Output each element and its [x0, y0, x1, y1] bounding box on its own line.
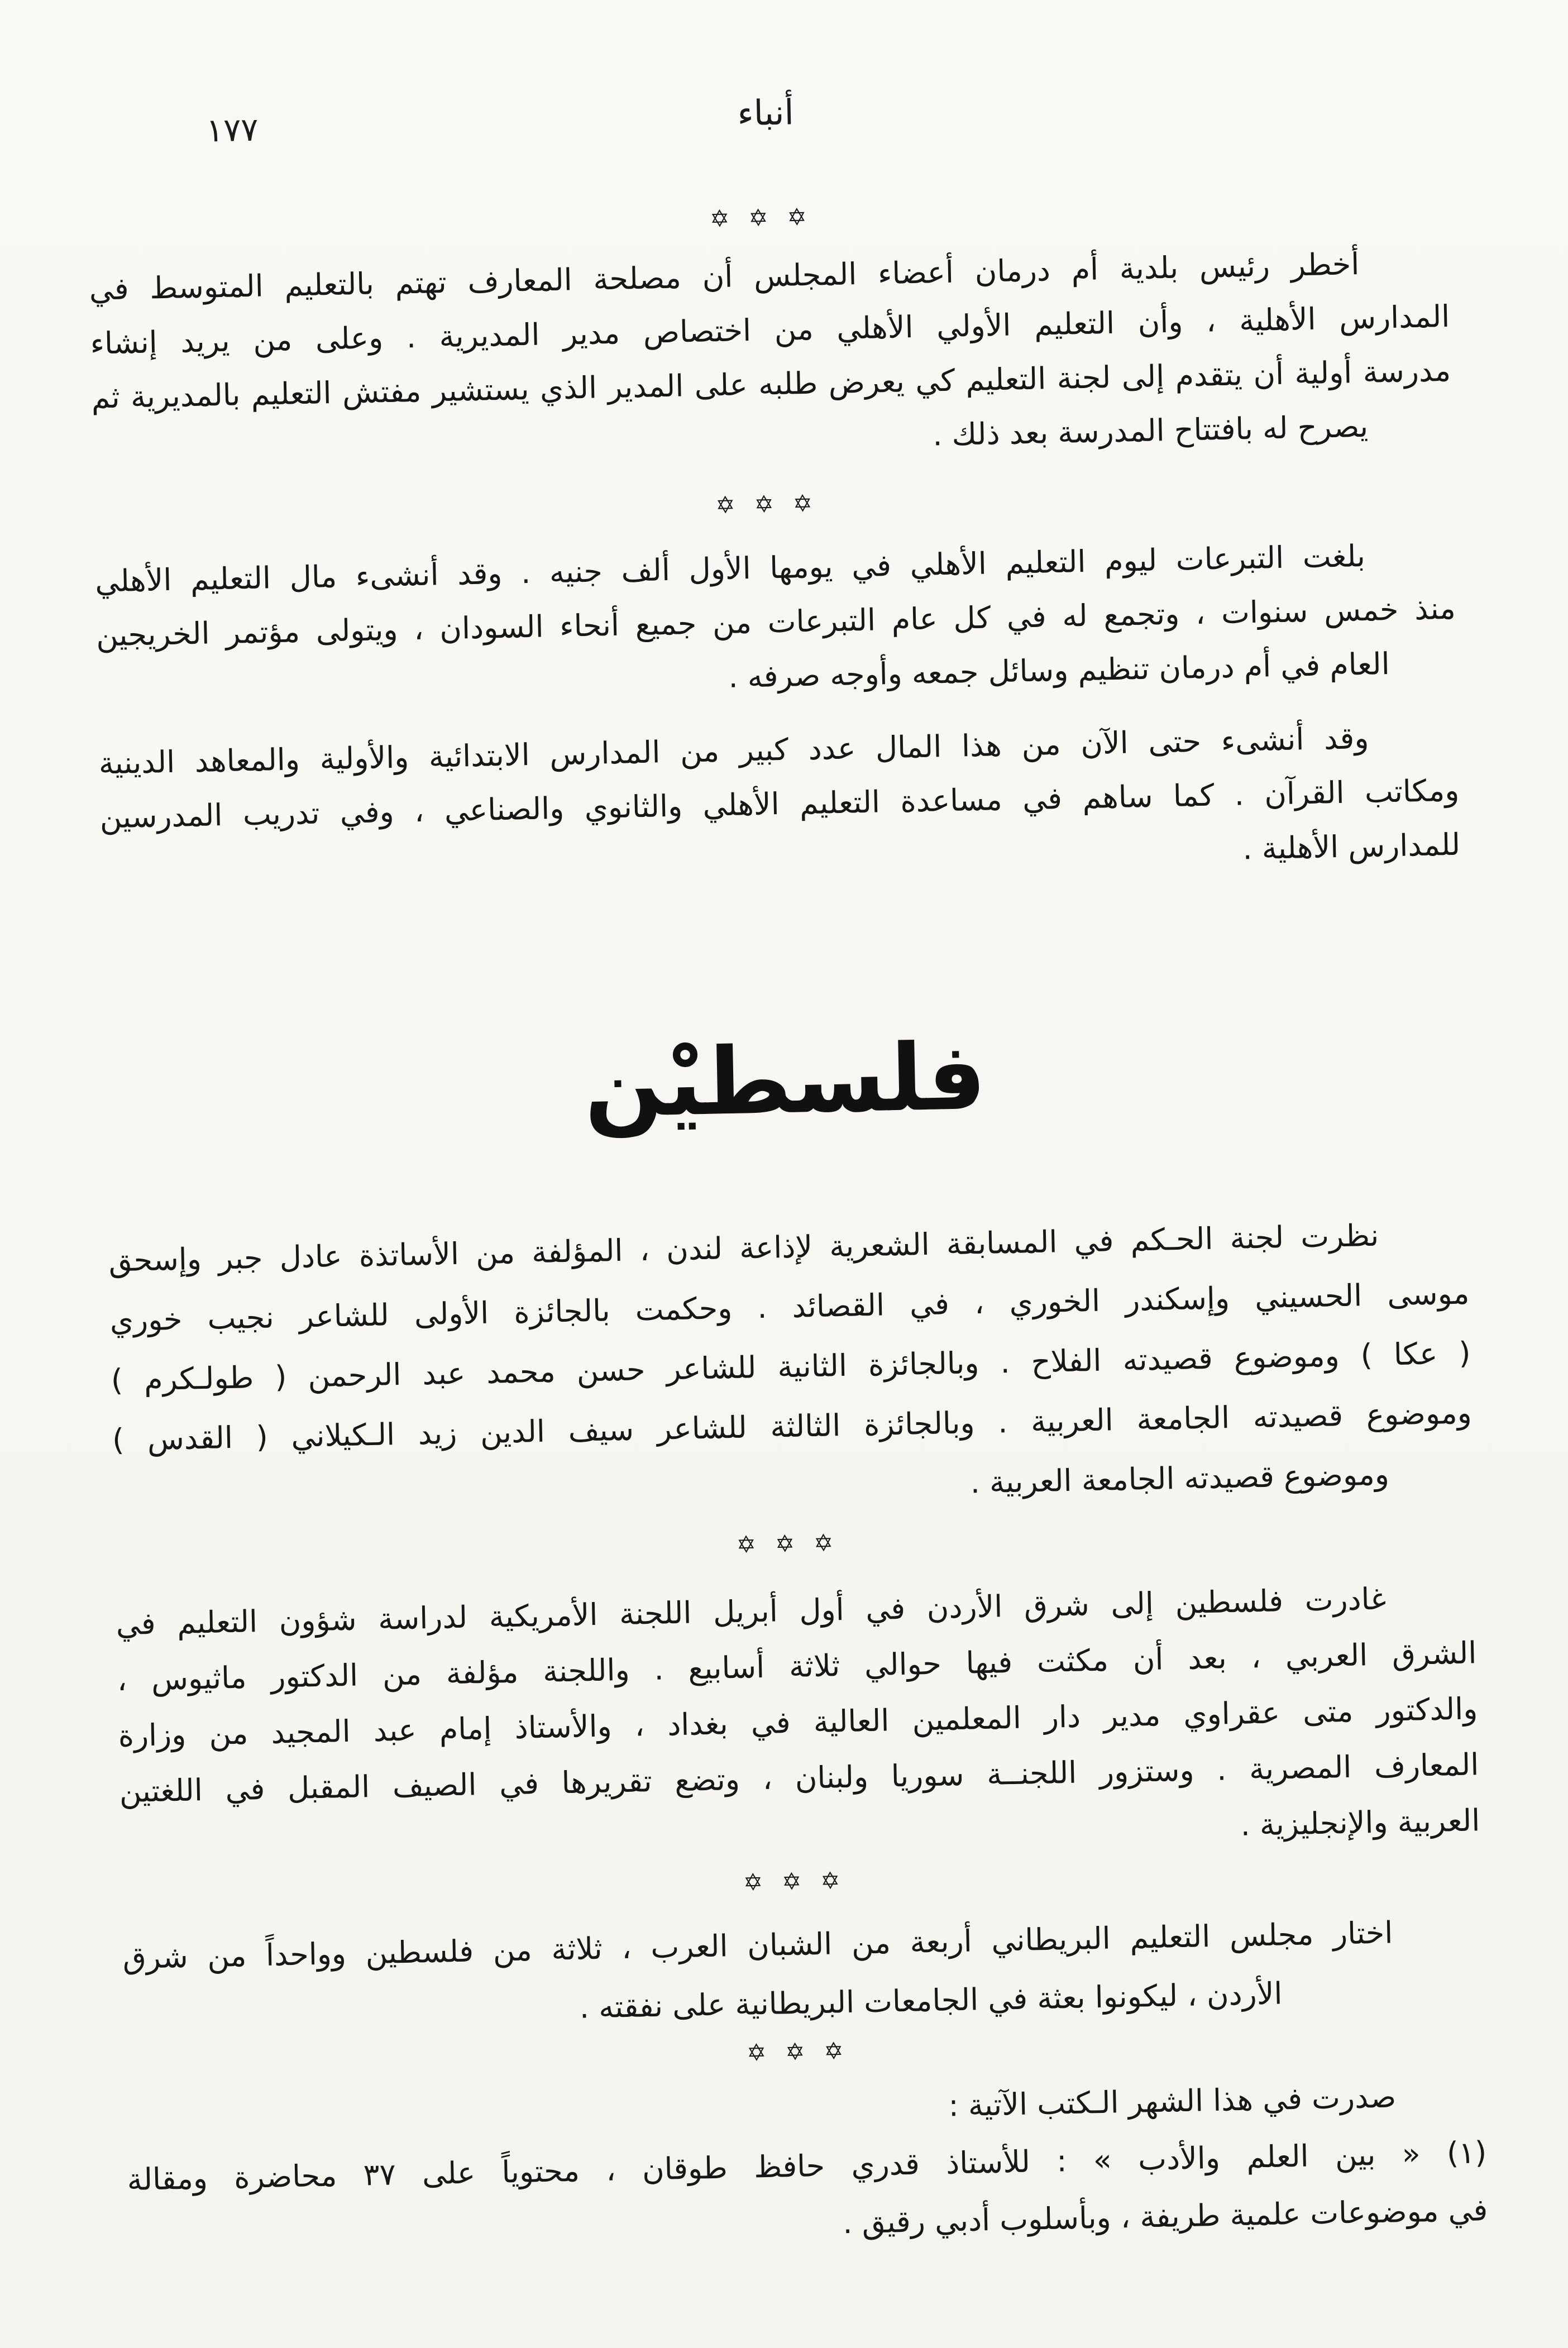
text-line: مدرسة أولية أن يتقدم إلى لجنة التعليم كي يعرض طلبه على المدير الذي يستشير مفتش التعليم بالمديرية ثم	[90, 352, 1451, 415]
star-divider-icon: ✡✡✡	[715, 489, 832, 519]
text-line: الشرق العربي ، بعد أن مكثت فيها حوالي ثلاثة أسابيع . واللجنة مؤلفة من الدكتور ماثيوس ،	[117, 1635, 1477, 1698]
paragraph-poetry-contest	[108, 1204, 1474, 1530]
text-line: للمدارس الأهلية .	[1242, 826, 1461, 867]
star-divider-icon: ✡✡✡	[743, 1866, 859, 1896]
paragraph-omdurman-schools	[89, 235, 1452, 479]
text-line: المعارف المصرية . وستزور اللجنــة سوريا ولبنان ، وتضع تقريرها في الصيف المقبل في اللغتين	[119, 1747, 1479, 1810]
running-head-title: أنباء	[737, 92, 795, 134]
text-line: المدارس الأهلية ، وأن التعليم الأولي الأهلي من اختصاص مدير المديرية . وعلى من يريد إنشاء	[90, 298, 1450, 361]
page-number: ١٧٧	[205, 110, 259, 150]
text-line: وموضوع قصيدته الجامعة العربية .	[970, 1456, 1390, 1500]
page-header	[85, 79, 1446, 159]
text-line: منذ خمس سنوات ، وتجمع له في كل عام التبرعات من جميع أنحاء السودان ، ويتولى مؤتمر الخريجين	[95, 590, 1456, 653]
star-divider-icon: ✡✡✡	[746, 2036, 863, 2067]
star-divider-icon: ✡✡✡	[736, 1528, 853, 1558]
paragraph-new-books	[126, 2066, 1489, 2266]
text-line: صدرت في هذا الشهر الـكتب الآتية :	[948, 2079, 1397, 2124]
text-line: بلغت التبرعات ليوم التعليم الأهلي في يومها الأول ألف جنيه . وقد أنشىء مال التعليم الأهلي	[94, 538, 1366, 599]
text-line: الأردن ، ليكونوا بعثة في الجامعات البريطانية على نفقته .	[579, 1976, 1283, 2025]
text-line: في موضوعات علمية طريفة ، وبأسلوب أدبي رقيق .	[842, 2192, 1488, 2241]
text-line: والدكتور متى عقراوي مدير دار المعلمين العالية في بغداد ، والأستاذ إمام عبد المجيد من وزارة	[118, 1691, 1478, 1754]
text-line: ( عكا ) وموضوع قصيدته الفلاح . وبالجائزة الثانية للشاعر حسن محمد عبد الرحمن ( طولـكرم )	[111, 1335, 1471, 1398]
paragraph-fund-results	[98, 709, 1461, 899]
text-line: موسى الحسيني وإسكندر الخوري ، في القصائد . وحكمت بالجائزة الأولى للشاعر نجيب خوري	[109, 1275, 1470, 1338]
star-divider-icon: ✡✡✡	[709, 203, 826, 233]
paragraph-donations	[94, 527, 1457, 717]
text-line: يصرح له بافتتاح المدرسة بعد ذلك .	[932, 408, 1369, 453]
text-line: وموضوع قصيدته الجامعة العربية . وبالجائزة الثالثة للشاعر سيف الدين زيد الـكيلاني ( القدس )	[112, 1395, 1473, 1458]
text-line: (١) « بين العلم والأدب » : للأستاذ قدري حافظ طوقان ، محتوياً على ٣٧ محاضرة ومقالة	[127, 2135, 1487, 2198]
text-line: وقد أنشىء حتى الآن من هذا المال عدد كبير من المدارس الابتدائية والأولية والمعاهد الدينية	[98, 720, 1369, 781]
text-line: أخطر رئيس بلدية أم درمان أعضاء المجلس أن مصلحة المعارف تهتم بالتعليم المتوسط في	[89, 246, 1360, 307]
text-line: العربية والإنجليزية .	[1240, 1802, 1480, 1843]
paragraph-american-committee	[116, 1569, 1481, 1876]
text-line: اختار مجلس التعليم البريطاني أربعة من الشبان العرب ، ثلاثة من فلسطين وواحداً من شرق	[122, 1915, 1393, 1976]
text-line: نظرت لجنة الحـكم في المسابقة الشعرية لإذاعة لندن ، المؤلفة من الأساتذة عادل جبر وإسحق	[108, 1217, 1379, 1279]
text-line: العام في أم درمان تنظيم وسائل جمعه وأوجه صرفه .	[728, 646, 1390, 695]
section-title-palestine: فلسطيْن	[583, 1022, 987, 1139]
text-line: غادرت فلسطين إلى شرق الأردن في أول أبريل اللجنة الأمريكية لدراسة شؤون التعليم في	[116, 1581, 1387, 1642]
text-line: ومكاتب القرآن . كما ساهم في مساعدة التعليم الأهلي والثانوي والصناعي ، وفي تدريب المدرسين	[99, 772, 1460, 835]
